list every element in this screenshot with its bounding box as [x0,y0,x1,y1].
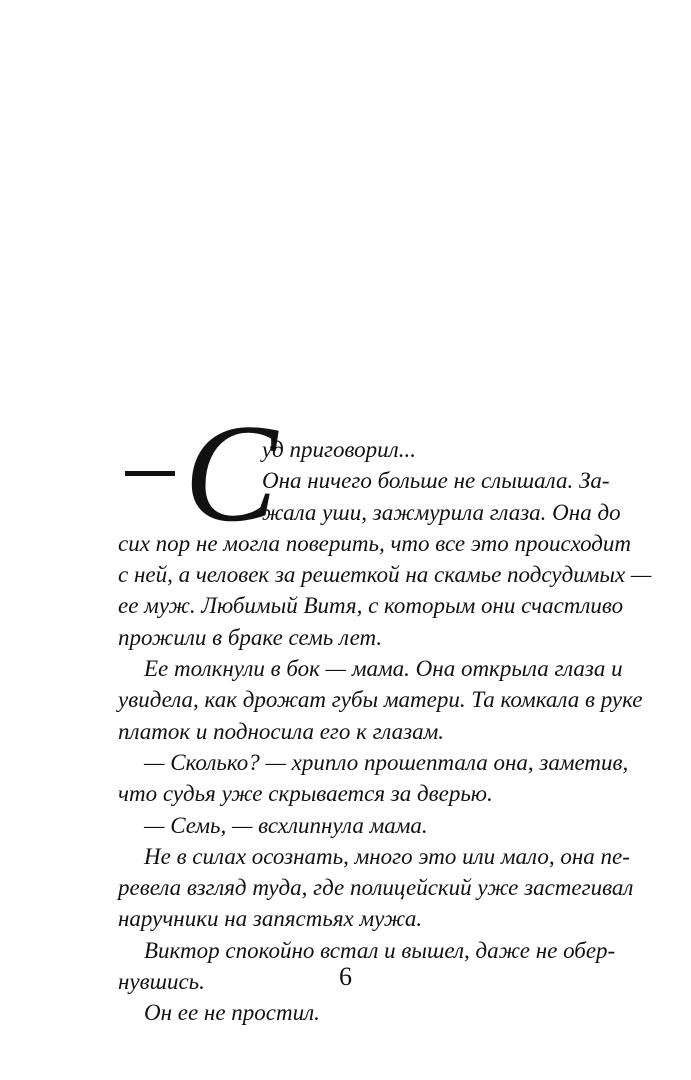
text-line: сих пор не могла поверить, что все это происходит [118,530,632,556]
page-number: 6 [339,962,352,991]
text-line: с ней, а человек за решеткой на скамье подсудимых — [118,562,652,588]
text-line: платок и подносила его к глазам. [118,718,445,744]
text-line: — Семь, — всхлипнула мама. [144,812,428,838]
text-line: ее муж. Любимый Витя, с которым они счастливо [118,593,624,619]
text-line: — Сколько? — хрипло прошептала она, заметив, [144,749,629,775]
text-line: прожили в браке семь лет. [118,624,383,650]
text-line: Он ее не простил. [144,1000,320,1026]
text-line: увидела, как дрожат губы матери. Та комкала в руке [118,687,643,713]
text-line: наручники на запястьях мужа. [118,906,423,932]
text-line: уд приговорил... [262,437,416,462]
text-line: ревела взгляд туда, где полицейский уже застегивал [118,875,634,901]
text-line: нувшись. [118,969,205,995]
drop-cap-letter: С [184,396,278,551]
text-line: Виктор спокойно встал и вышел, даже не обер- [144,937,616,963]
text-line: что судья уже скрывается за дверью. [118,781,493,807]
body-text [118,434,652,1029]
text-line: Ее толкнули в бок — мама. Она открыла глаза и [144,656,623,682]
text-line: Не в силах осознать, много это или мало, она пе- [144,843,630,869]
text-line: жала уши, зажмурила глаза. Она до [262,499,621,525]
text-line: Она ничего больше не слышала. За- [262,468,610,494]
